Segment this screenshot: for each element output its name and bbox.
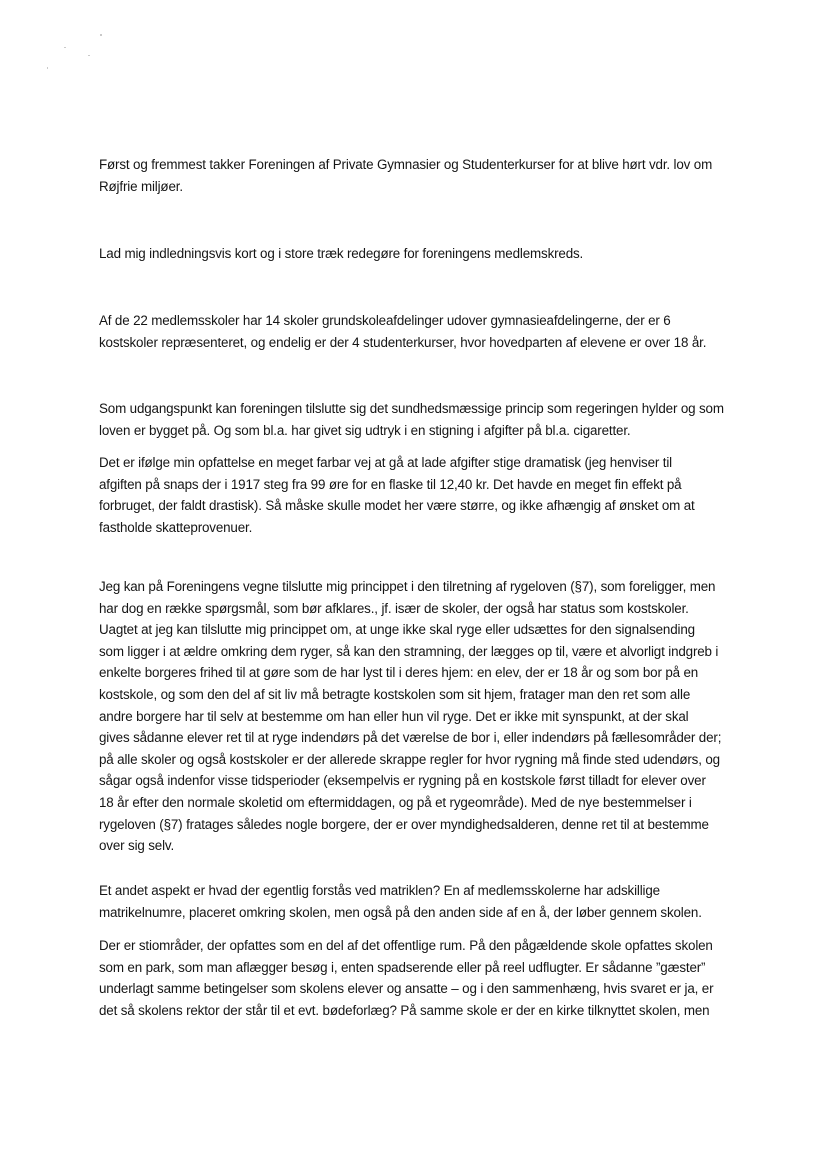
scan-speck bbox=[47, 67, 48, 69]
paragraph-membership-intro bbox=[99, 243, 739, 265]
text-line: det så skolens rektor der står til et evt. bødeforlæg? På samme skole er der en kirke tilknyttet skolen, men bbox=[99, 1002, 710, 1018]
text-line: kostskoler repræsenteret, og endelig er der 4 studenterkurser, hvor hovedparten af elevene er over 18 år. bbox=[99, 334, 707, 350]
text-line: 18 år efter den normale skoletid om eftermiddagen, og på et rygeområde). Med de nye bestemmelser i bbox=[99, 794, 692, 810]
scan-speck bbox=[100, 34, 102, 36]
text-line: Først og fremmest takker Foreningen af Private Gymnasier og Studenterkurser for at blive hørt vdr. lov om bbox=[99, 157, 713, 172]
text-line: loven er bygget på. Og som bl.a. har givet sig udtryk i en stigning i afgifter på bl.a. cigaretter. bbox=[99, 422, 631, 438]
text-line: Uagtet at jeg kan tilslutte mig princippet om, at unge ikke skal ryge eller udsættes for den signalsending bbox=[99, 622, 695, 638]
text-line: gives sådanne elever ret til at ryge indendørs på det værelse de bor i, eller indendørs på fællesområder der; bbox=[99, 730, 722, 746]
text-line: som ligger i at ældre omkring dem ryger, så kan den stramning, der lægges op til, være et alvorligt indgreb i bbox=[99, 643, 719, 659]
paragraph-path-areas bbox=[99, 935, 739, 1021]
text-line: fastholde skatteprovenuer. bbox=[99, 519, 253, 535]
text-line: som en park, som man aflægger besøg i, enten spadserende eller på reel udflugter. Er sådanne ”gæster” bbox=[99, 959, 706, 975]
text-line: har dog en række spørgsmål, som bør afklares., jf. især de skoler, der også har status som kostskoler. bbox=[99, 600, 689, 616]
text-line: afgiften på snaps der i 1917 steg fra 99 øre for en flaske til 12,40 kr. Det havde en meget fin effekt på bbox=[99, 476, 682, 492]
text-line: Jeg kan på Foreningens vegne tilslutte mig princippet i den tilretning af rygeloven (§7), som foreligger, men bbox=[99, 579, 716, 594]
paragraph-cadastre bbox=[99, 880, 739, 923]
paragraph-taxes bbox=[99, 452, 739, 538]
paragraph-member-schools bbox=[99, 310, 739, 353]
paragraph-health-principle bbox=[99, 398, 739, 441]
text-line: Røjfrie miljøer. bbox=[99, 178, 183, 194]
text-line: over sig selv. bbox=[99, 838, 175, 854]
text-line: Det er ifølge min opfattelse en meget farbar vej at gå at lade afgifter stige dramatisk (jeg henviser til bbox=[99, 455, 672, 470]
text-line: kostskole, og som den del af sit liv må betragte kostskolen som sit hjem, fratager man den ret som alle bbox=[99, 686, 691, 702]
text-line: Et andet aspekt er hvad der egentlig forstås ved matriklen? En af medlemsskolerne har adskillige bbox=[99, 883, 660, 898]
text-line: matrikelnumre, placeret omkring skolen, men også på den anden side af en å, der løber gennem skolen. bbox=[99, 904, 702, 920]
text-line: rygeloven (§7) fratages således nogle borgere, der er over myndighedsalderen, denne ret til at bestemme bbox=[99, 816, 709, 832]
text-line: Som udgangspunkt kan foreningen tilslutte sig det sundhedsmæssige princip som regeringen hylder og som bbox=[99, 401, 724, 416]
text-line: enkelte borgeres frihed til at gøre som de har lyst til i deres hjem: en elev, der er 18 år og som bor på en bbox=[99, 665, 699, 681]
scan-speck bbox=[88, 55, 90, 56]
text-line: Lad mig indledningsvis kort og i store træk redegøre for foreningens medlemskreds. bbox=[99, 246, 584, 261]
text-line: på alle skoler og også kostskoler er der allerede skrappe regler for hvor rygning må finde sted udendørs, og bbox=[99, 751, 720, 767]
scan-speck bbox=[64, 47, 66, 48]
paragraph-intro-thanks bbox=[99, 154, 739, 197]
text-line: andre borgere har til selv at bestemme om han eller hun vil ryge. Det er ikke mit synspunkt, at der skal bbox=[99, 708, 689, 724]
text-line: Af de 22 medlemsskoler har 14 skoler grundskoleafdelinger udover gymnasieafdelingerne, der er 6 bbox=[99, 313, 671, 328]
text-line: Der er stiområder, der opfattes som en del af det offentlige rum. På den pågældende skole opfattes skolen bbox=[99, 938, 713, 953]
text-line: underlagt samme betingelser som skolens elever og ansatte – og i den sammenhæng, hvis svaret er ja, er bbox=[99, 981, 714, 997]
text-line: sågar også indenfor visse tidsperioder (eksempelvis er rygning på en kostskole først tilladt for elever over bbox=[99, 773, 706, 789]
paragraph-smoking-law bbox=[99, 576, 739, 857]
text-line: forbruget, der faldt drastisk). Så måske skulle modet her være større, og ikke afhængig af ønsket om at bbox=[99, 498, 695, 514]
